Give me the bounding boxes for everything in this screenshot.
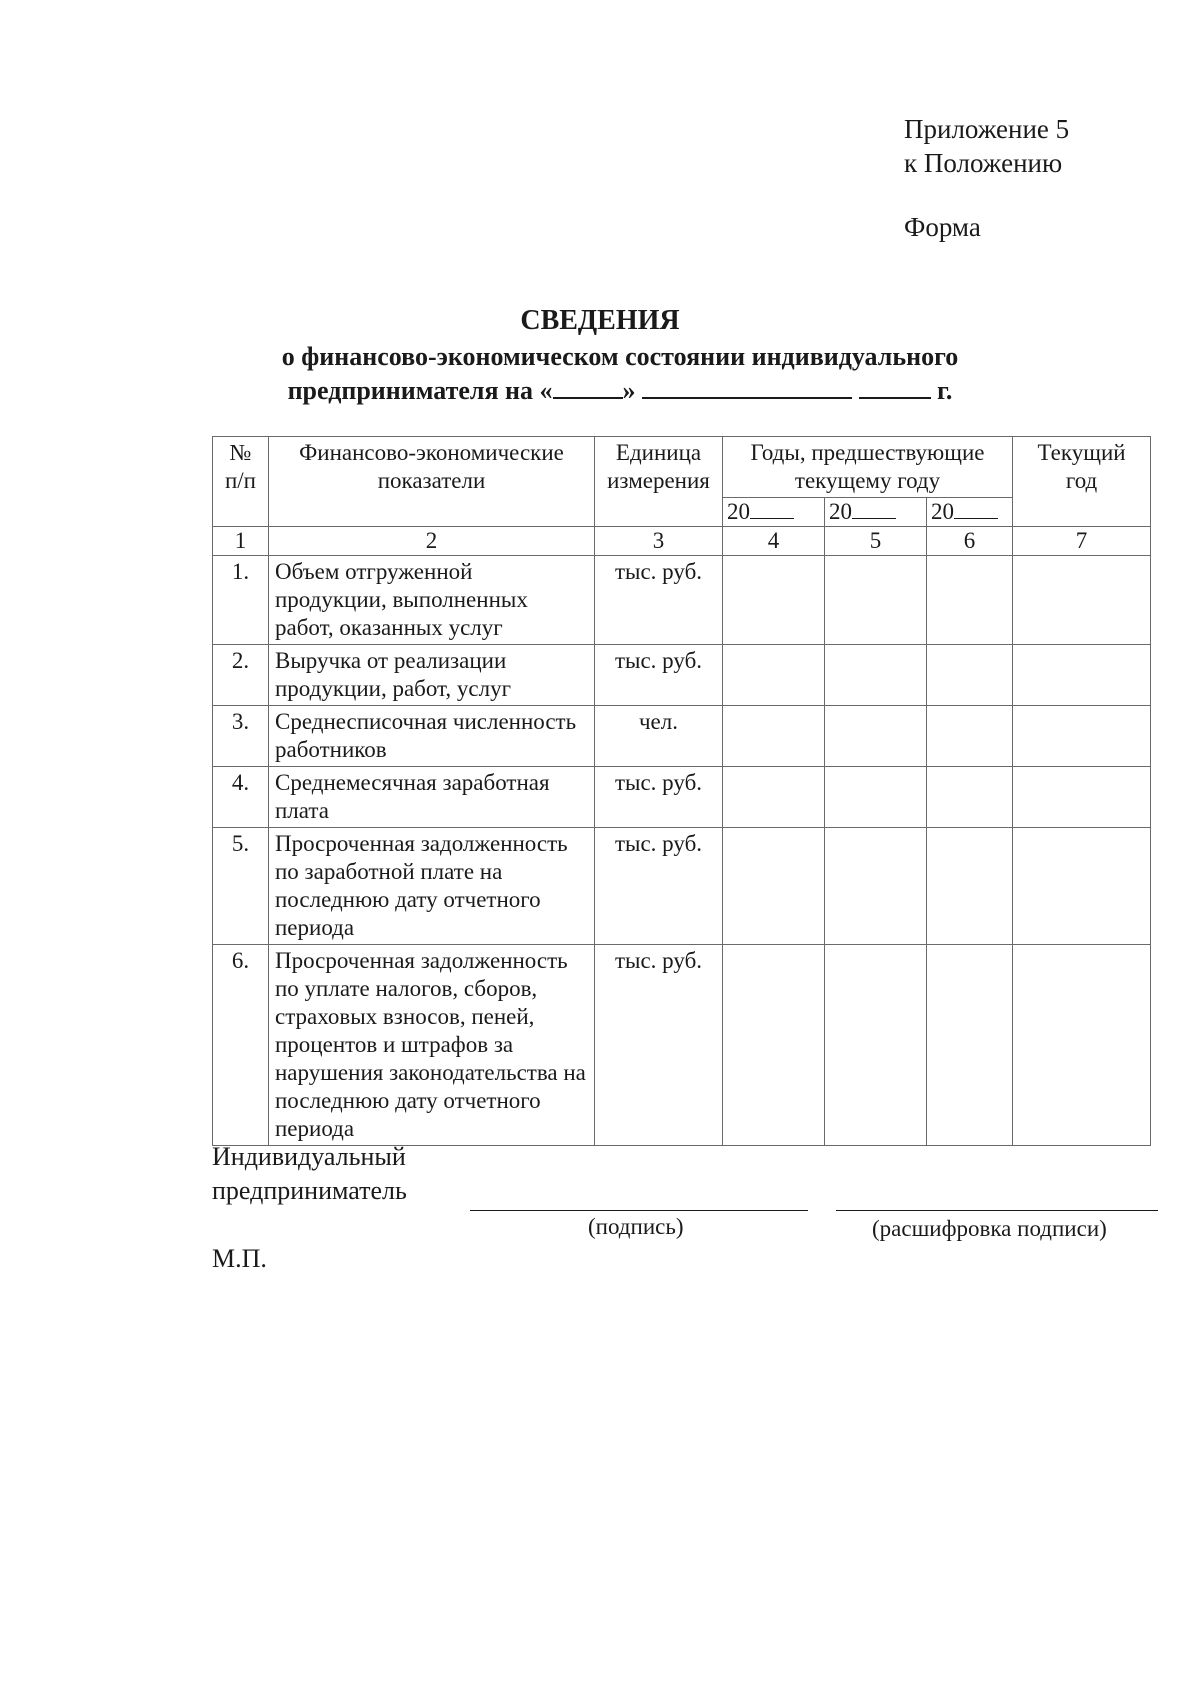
value-cell[interactable] — [1013, 767, 1151, 828]
row-unit: тыс. руб. — [595, 945, 723, 1146]
row-indicator: Просроченная задолженность по уплате налогов, сборов, страховых взносов, пеней, процентов и штрафов за нарушения законодательства на последнюю дату отчетного периода — [269, 945, 595, 1146]
annex-reference: к Положению — [904, 148, 1063, 178]
year-blank[interactable] — [859, 375, 931, 399]
value-cell[interactable] — [1013, 706, 1151, 767]
date-line-prefix: предпринимателя на « — [287, 376, 553, 405]
annex-number: Приложение 5 — [904, 114, 1070, 144]
stamp-place-label: М.П. — [212, 1244, 267, 1273]
table-row — [213, 645, 1151, 706]
year-cell-1[interactable]: 20 — [723, 498, 825, 527]
row-unit: тыс. руб. — [595, 767, 723, 828]
value-cell[interactable] — [723, 645, 825, 706]
financial-indicators-table — [212, 436, 1151, 1146]
row-number: 3. — [213, 706, 269, 767]
value-cell[interactable] — [927, 945, 1013, 1146]
month-blank[interactable] — [642, 375, 852, 399]
row-indicator: Среднемесячная заработная плата — [269, 767, 595, 828]
header-current-year: Текущий год — [1013, 437, 1151, 527]
column-index: 5 — [825, 527, 927, 556]
column-index: 2 — [269, 527, 595, 556]
value-cell[interactable] — [723, 767, 825, 828]
column-index: 7 — [1013, 527, 1151, 556]
row-indicator: Объем отгруженной продукции, выполненных работ, оказанных услуг — [269, 556, 595, 645]
value-cell[interactable] — [723, 945, 825, 1146]
row-number: 4. — [213, 767, 269, 828]
column-index: 4 — [723, 527, 825, 556]
column-index-row — [213, 527, 1151, 556]
value-cell[interactable] — [825, 945, 927, 1146]
table-row — [213, 706, 1151, 767]
value-cell[interactable] — [825, 556, 927, 645]
value-cell[interactable] — [927, 828, 1013, 945]
signature-decode-line[interactable] — [836, 1210, 1158, 1211]
signer-line-1: Индивидуальный — [212, 1142, 406, 1171]
column-index: 1 — [213, 527, 269, 556]
header-num: № п/п — [213, 437, 269, 527]
row-indicator: Просроченная задолженность по заработной плате на последнюю дату отчетного периода — [269, 828, 595, 945]
day-blank[interactable] — [553, 375, 623, 399]
row-unit: тыс. руб. — [595, 556, 723, 645]
row-indicator: Выручка от реализации продукции, работ, услуг — [269, 645, 595, 706]
row-unit: чел. — [595, 706, 723, 767]
table-row — [213, 767, 1151, 828]
date-line-mid: » — [622, 376, 636, 405]
row-number: 2. — [213, 645, 269, 706]
table-row — [213, 828, 1151, 945]
value-cell[interactable] — [927, 645, 1013, 706]
value-cell[interactable] — [1013, 945, 1151, 1146]
value-cell[interactable] — [825, 828, 927, 945]
value-cell[interactable] — [927, 706, 1013, 767]
annex-header — [904, 112, 1069, 244]
value-cell[interactable] — [927, 767, 1013, 828]
document-subtitle: о финансово-экономическом состоянии индивидуального — [281, 342, 959, 371]
signature-decode-caption: (расшифровка подписи) — [872, 1216, 1107, 1241]
value-cell[interactable] — [1013, 556, 1151, 645]
value-cell[interactable] — [927, 556, 1013, 645]
value-cell[interactable] — [825, 706, 927, 767]
column-index: 6 — [927, 527, 1013, 556]
header-prev-years: Годы, предшествующие текущему году — [723, 437, 1013, 498]
year-cell-3[interactable]: 20 — [927, 498, 1013, 527]
value-cell[interactable] — [1013, 828, 1151, 945]
signature-caption: (подпись) — [588, 1214, 684, 1239]
value-cell[interactable] — [723, 556, 825, 645]
column-index: 3 — [595, 527, 723, 556]
table-header-row — [213, 437, 1151, 498]
value-cell[interactable] — [723, 706, 825, 767]
form-label: Форма — [904, 212, 981, 242]
header-unit: Единица измерения — [595, 437, 723, 527]
row-number: 5. — [213, 828, 269, 945]
row-unit: тыс. руб. — [595, 645, 723, 706]
value-cell[interactable] — [825, 767, 927, 828]
signer-label — [212, 1140, 407, 1208]
year-cell-2[interactable]: 20 — [825, 498, 927, 527]
row-unit: тыс. руб. — [595, 828, 723, 945]
table-row — [213, 945, 1151, 1146]
document-subtitle-date-line — [20, 375, 1200, 406]
header-indicators: Финансово-экономические показатели — [269, 437, 595, 527]
document-title: СВЕДЕНИЯ — [520, 305, 680, 336]
value-cell[interactable] — [1013, 645, 1151, 706]
row-number: 1. — [213, 556, 269, 645]
date-line-suffix: г. — [937, 376, 953, 405]
row-indicator: Среднесписочная численность работников — [269, 706, 595, 767]
table-row — [213, 556, 1151, 645]
value-cell[interactable] — [825, 645, 927, 706]
signer-line-2: предприниматель — [212, 1176, 407, 1205]
signature-line[interactable] — [470, 1210, 808, 1211]
row-number: 6. — [213, 945, 269, 1146]
value-cell[interactable] — [723, 828, 825, 945]
